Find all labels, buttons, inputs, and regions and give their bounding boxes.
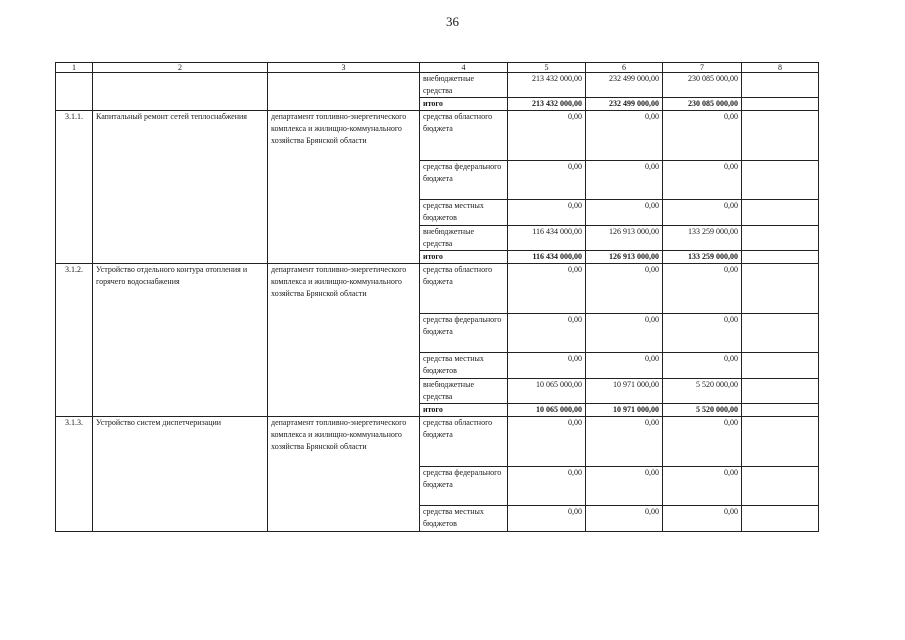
amount-cell: 5 520 000,00	[663, 404, 742, 417]
amount-cell: 0,00	[663, 417, 742, 467]
header-cell: 6	[586, 63, 663, 73]
total-label: итого	[420, 98, 508, 111]
funding-source-label: внебюджетные средства	[420, 226, 508, 251]
item-name: Устройство систем диспетчеризации	[93, 417, 268, 532]
note-cell	[742, 226, 819, 251]
amount-cell: 0,00	[663, 353, 742, 379]
header-cell: 1	[56, 63, 93, 73]
note-cell	[742, 404, 819, 417]
item-code: 3.1.3.	[56, 417, 93, 532]
funding-source-label: средства федерального бюджета	[420, 161, 508, 200]
amount-cell: 10 065 000,00	[508, 379, 586, 404]
amount-cell: 0,00	[508, 200, 586, 226]
amount-cell: 0,00	[663, 111, 742, 161]
amount-cell: 133 259 000,00	[663, 226, 742, 251]
header-cell: 8	[742, 63, 819, 73]
table-row	[56, 111, 819, 161]
total-label: итого	[420, 404, 508, 417]
amount-cell: 0,00	[586, 111, 663, 161]
amount-cell: 213 432 000,00	[508, 98, 586, 111]
amount-cell: 0,00	[586, 200, 663, 226]
funding-source-label: средства местных бюджетов	[420, 200, 508, 226]
amount-cell: 126 913 000,00	[586, 226, 663, 251]
item-executor: департамент топливно-энергетического комплекса и жилищно-коммунального хозяйства Брянской области	[268, 111, 420, 264]
note-cell	[742, 379, 819, 404]
table-body	[56, 63, 819, 532]
amount-cell: 0,00	[508, 467, 586, 506]
note-cell	[742, 98, 819, 111]
amount-cell: 116 434 000,00	[508, 226, 586, 251]
name-cell	[93, 73, 268, 111]
note-cell	[742, 251, 819, 264]
funding-source-label: внебюджетные средства	[420, 73, 508, 98]
amount-cell: 230 085 000,00	[663, 98, 742, 111]
amount-cell: 0,00	[586, 314, 663, 353]
amount-cell: 0,00	[508, 161, 586, 200]
item-name: Капитальный ремонт сетей теплоснабжения	[93, 111, 268, 264]
amount-cell: 5 520 000,00	[663, 379, 742, 404]
note-cell	[742, 314, 819, 353]
amount-cell: 0,00	[663, 161, 742, 200]
amount-cell: 213 432 000,00	[508, 73, 586, 98]
code-cell	[56, 73, 93, 111]
item-code: 3.1.1.	[56, 111, 93, 264]
budget-table	[55, 62, 819, 532]
item-executor: департамент топливно-энергетического комплекса и жилищно-коммунального хозяйства Брянской области	[268, 417, 420, 532]
table-row	[56, 264, 819, 314]
amount-cell: 0,00	[586, 417, 663, 467]
funding-source-label: внебюджетные средства	[420, 379, 508, 404]
amount-cell: 0,00	[586, 161, 663, 200]
funding-source-label: средства областного бюджета	[420, 264, 508, 314]
header-cell: 3	[268, 63, 420, 73]
amount-cell: 116 434 000,00	[508, 251, 586, 264]
note-cell	[742, 161, 819, 200]
note-cell	[742, 417, 819, 467]
amount-cell: 0,00	[508, 111, 586, 161]
header-cell: 7	[663, 63, 742, 73]
amount-cell: 232 499 000,00	[586, 98, 663, 111]
funding-source-label: средства федерального бюджета	[420, 314, 508, 353]
amount-cell: 0,00	[663, 467, 742, 506]
note-cell	[742, 264, 819, 314]
executor-cell	[268, 73, 420, 111]
note-cell	[742, 200, 819, 226]
amount-cell: 126 913 000,00	[586, 251, 663, 264]
amount-cell: 10 971 000,00	[586, 379, 663, 404]
total-label: итого	[420, 251, 508, 264]
note-cell	[742, 111, 819, 161]
note-cell	[742, 506, 819, 532]
amount-cell: 133 259 000,00	[663, 251, 742, 264]
note-cell	[742, 353, 819, 379]
item-code: 3.1.2.	[56, 264, 93, 417]
funding-source-label: средства областного бюджета	[420, 417, 508, 467]
amount-cell: 10 065 000,00	[508, 404, 586, 417]
amount-cell: 230 085 000,00	[663, 73, 742, 98]
funding-source-label: средства местных бюджетов	[420, 506, 508, 532]
header-row	[56, 63, 819, 73]
funding-source-label: средства областного бюджета	[420, 111, 508, 161]
table-row	[56, 73, 819, 98]
amount-cell: 0,00	[586, 467, 663, 506]
note-cell	[742, 467, 819, 506]
amount-cell: 0,00	[508, 506, 586, 532]
amount-cell: 10 971 000,00	[586, 404, 663, 417]
table-row	[56, 417, 819, 467]
amount-cell: 0,00	[663, 264, 742, 314]
amount-cell: 0,00	[508, 353, 586, 379]
amount-cell: 0,00	[663, 200, 742, 226]
funding-source-label: средства местных бюджетов	[420, 353, 508, 379]
header-cell: 4	[420, 63, 508, 73]
note-cell	[742, 73, 819, 98]
page-number: 36	[446, 14, 459, 29]
amount-cell: 0,00	[508, 264, 586, 314]
item-executor: департамент топливно-энергетического комплекса и жилищно-коммунального хозяйства Брянской области	[268, 264, 420, 417]
amount-cell: 0,00	[586, 506, 663, 532]
amount-cell: 0,00	[508, 314, 586, 353]
header-cell: 2	[93, 63, 268, 73]
amount-cell: 0,00	[586, 264, 663, 314]
amount-cell: 0,00	[586, 353, 663, 379]
amount-cell: 0,00	[663, 314, 742, 353]
amount-cell: 0,00	[663, 506, 742, 532]
funding-source-label: средства федерального бюджета	[420, 467, 508, 506]
amount-cell: 232 499 000,00	[586, 73, 663, 98]
amount-cell: 0,00	[508, 417, 586, 467]
header-cell: 5	[508, 63, 586, 73]
item-name: Устройство отдельного контура отопления и горячего водоснабжения	[93, 264, 268, 417]
